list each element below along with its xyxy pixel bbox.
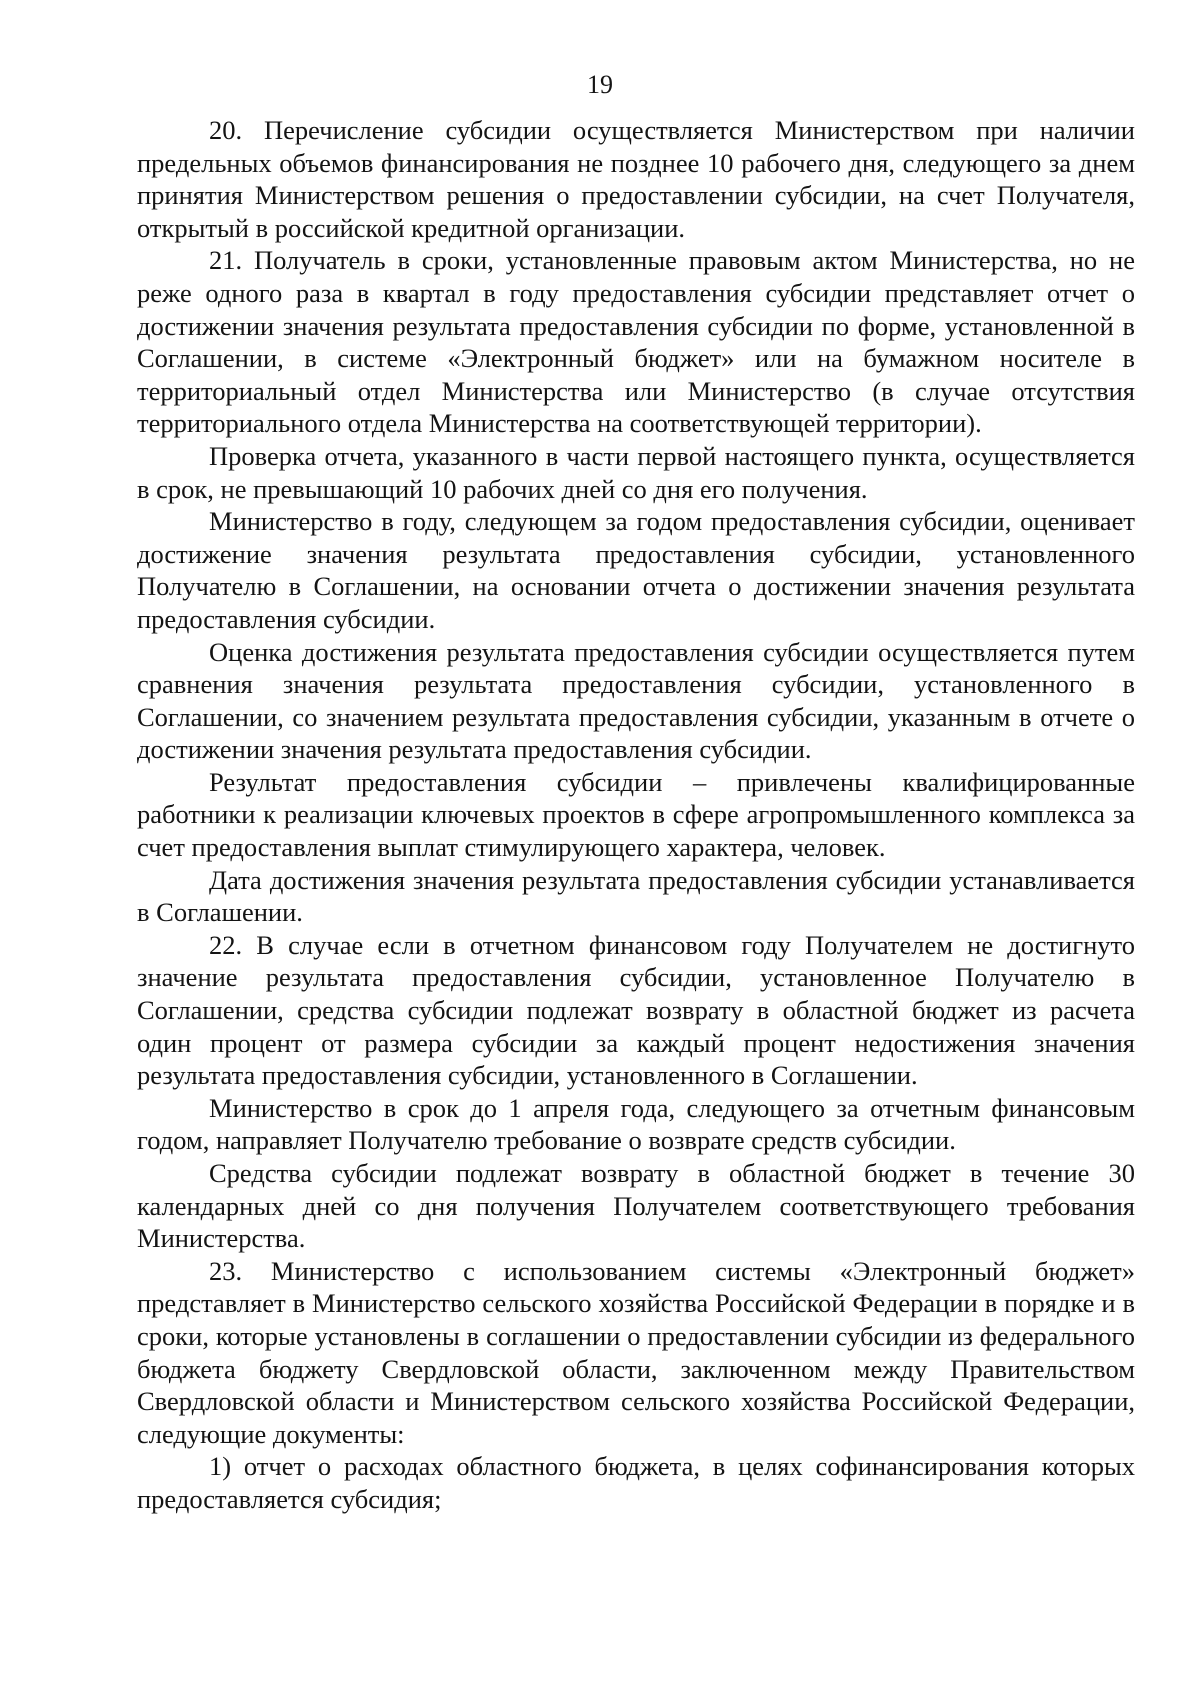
paragraph-result-date: Дата достижения значения результата предоставления субсидии устанавливается в Соглашении. [137,864,1135,928]
paragraph-result-evaluation: Министерство в году, следующем за годом предоставления субсидии, оценивает достижение значения результата предоставления субсидии, установленного Получателю в Соглашении, на основании отчета о достижении значения результата предоставления субсидии. [137,506,1135,634]
paragraph-item-22: 22. В случае если в отчетном финансовом году Получателем не достигнуто значение результата предоставления субсидии, установленное Получателю в Соглашении, средства субсидии подлежат возврату в областной бюджет из расчета один процент от размера субсидии за каждый процент недостижения значения результата предоставления субсидии, установленного в Соглашении. [137,929,1135,1091]
paragraph-subitem-1: 1) отчет о расходах областного бюджета, в целях софинансирования которых предоставляется субсидия; [137,1451,1135,1514]
paragraph-report-check: Проверка отчета, указанного в части первой настоящего пункта, осуществляется в срок, не превышающий 10 рабочих дней со дня его получения. [137,440,1135,504]
paragraph-item-20: 20. Перечисление субсидии осуществляется Министерством при наличии предельных объемов финансирования не позднее 10 рабочего дня, следующего за днем принятия Министерством решения о предоставлении субсидии, на счет Получателя, открытый в российской кредитной организации. [137,115,1135,243]
paragraph-subsidy-result: Результат предоставления субсидии – привлечены квалифицированные работники к реализации ключевых проектов в сфере агропромышленного комплекса за счет предоставления выплат стимулирующего характера, человек. [137,766,1135,863]
paragraph-item-21: 21. Получатель в сроки, установленные правовым актом Министерства, но не реже одного раза в квартал в году предоставления субсидии представляет отчет о достижении значения результата предоставления субсидии по форме, установленной в Соглашении, в системе «Электронный бюджет» или на бумажном носителе в территориальный отдел Министерства или Министерство (в случае отсутствия территориального отдела Министерства на соответствующей территории). [137,245,1135,439]
paragraph-item-23: 23. Министерство с использованием системы «Электронный бюджет» представляет в Министерство сельского хозяйства Российской Федерации в порядке и в сроки, которые установлены в соглашении о предоставлении субсидии из федерального бюджета бюджету Свердловской области, заключенном между Правительством Свердловской области и Министерством сельского хозяйства Российской Федерации, следующие документы: [137,1255,1135,1449]
page-number: 19 [587,70,613,99]
paragraph-refund-deadline: Средства субсидии подлежат возврату в областной бюджет в течение 30 календарных дней со дня получения Получателем соответствующего требования Министерства. [137,1158,1135,1254]
paragraph-refund-demand: Министерство в срок до 1 апреля года, следующего за отчетным финансовым годом, направляет Получателю требование о возврате средств субсидии. [137,1092,1135,1156]
document-body [137,114,1135,1516]
paragraph-result-assessment: Оценка достижения результата предоставления субсидии осуществляется путем сравнения значения результата предоставления субсидии, установленного в Соглашении, со значением результата предоставления субсидии, указанным в отчете о достижении значения результата предоставления субсидии. [137,636,1135,765]
